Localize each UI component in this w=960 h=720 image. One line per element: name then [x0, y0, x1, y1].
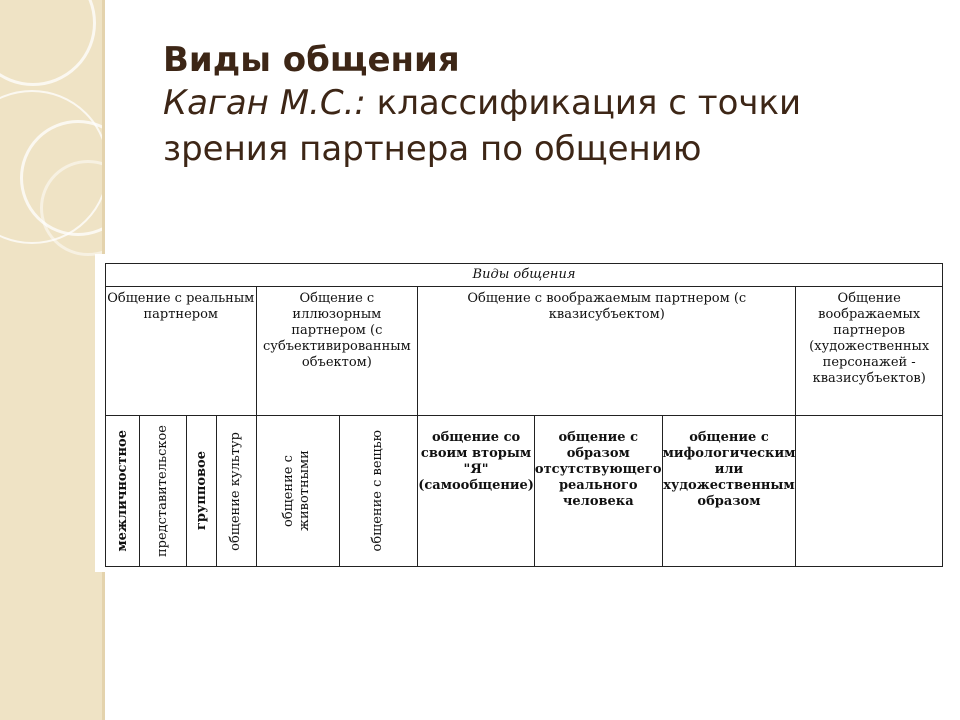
- subtype-cell: [106, 416, 140, 567]
- subtype-cell: [534, 416, 662, 567]
- subtype-absent-person: общение с образом отсутствующего реального человека: [534, 430, 662, 509]
- empty-cell: [796, 416, 943, 567]
- subtype-cell: [140, 416, 187, 567]
- subtype-cell: [662, 416, 796, 567]
- category-imaginary-partner: Общение с воображаемым партнером (с квазисубъектом): [418, 287, 796, 416]
- subtype-thing: общение с вещью: [370, 430, 386, 552]
- category-imaginary-partners: Общение воображаемых партнеров (художественных персонажей - квазисубъектов): [796, 287, 943, 416]
- subtype-self: общение со своим вторым "Я" (самообщение): [418, 430, 534, 493]
- subtype-cell: [217, 416, 256, 567]
- subtype-cultures: общение культур: [228, 431, 244, 551]
- classification-table: [105, 263, 943, 567]
- title-line-3: зрения партнера по общению: [163, 129, 702, 169]
- author-name: Каган М.С.:: [163, 83, 366, 123]
- decorative-sidebar: [0, 0, 105, 720]
- subtype-mythological: общение с мифологическим или художественным образом: [662, 430, 796, 509]
- classification-table-image: [95, 254, 943, 572]
- subtype-cell: [187, 416, 217, 567]
- table-header: Виды общения: [106, 264, 943, 287]
- title-line-2-rest: классификация с точки: [365, 83, 802, 123]
- title-line-1: Виды общения: [163, 40, 460, 80]
- subtype-cell: [339, 416, 417, 567]
- subtype-animals: общение с животными: [280, 450, 312, 532]
- subtype-representative: представительское: [155, 424, 171, 558]
- subtype-cell: [256, 416, 339, 567]
- subtype-interpersonal: межличностное: [114, 430, 130, 552]
- decorative-ring: [0, 0, 96, 86]
- title-line-2: [163, 80, 801, 126]
- subtype-group: групповое: [193, 451, 209, 531]
- category-illusory-partner: Общение с иллюзорным партнером (с субъективированным объектом): [256, 287, 418, 416]
- subtype-cell: [418, 416, 535, 567]
- slide-title: [163, 40, 801, 172]
- category-real-partner: Общение с реальным партнером: [106, 287, 257, 416]
